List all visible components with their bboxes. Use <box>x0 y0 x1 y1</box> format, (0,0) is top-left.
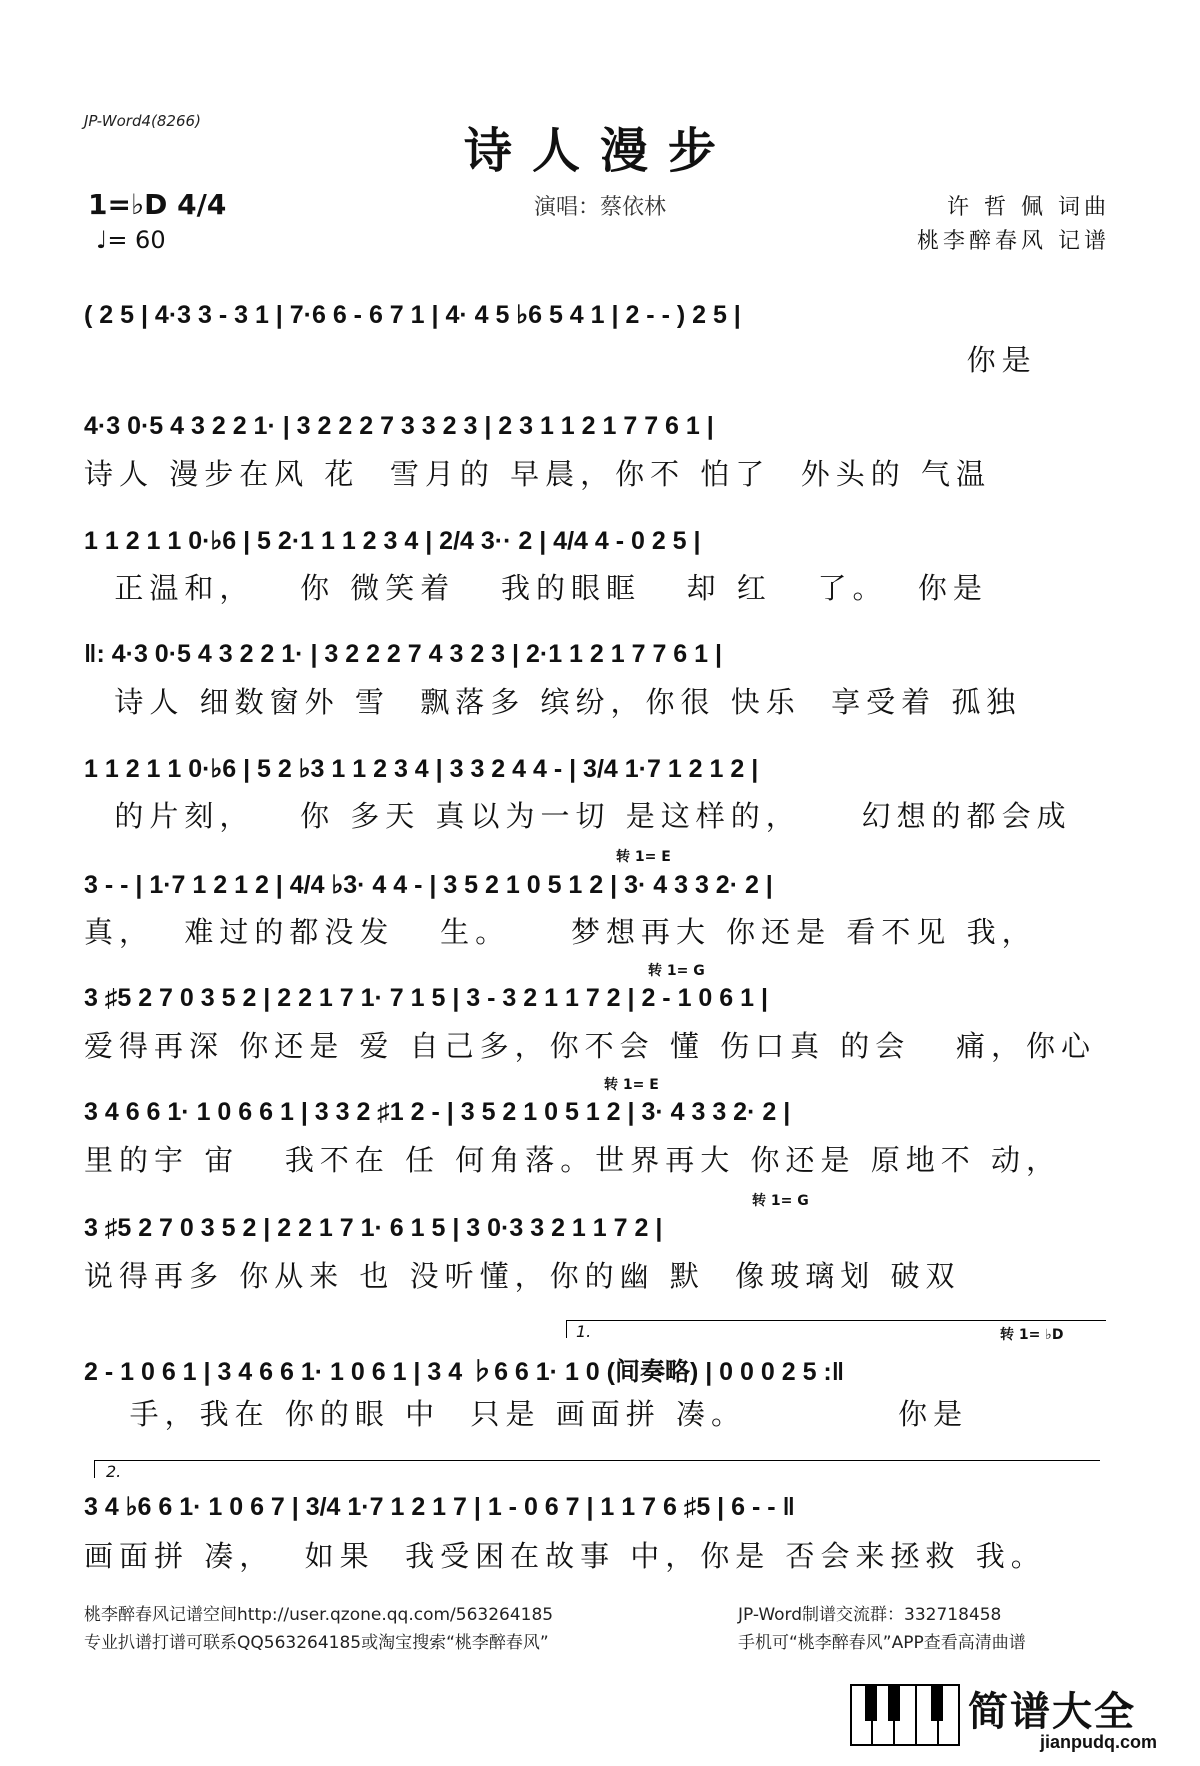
key-change-marking: 转 1= G <box>648 963 705 979</box>
lyric-line: 诗人 细数窗外 雪 飘落多 缤纷，你很 快乐 享受着 孤独 <box>84 685 1022 719</box>
key-change-marking: 转 1= E <box>616 849 671 865</box>
notation-line: 2 - 1 0 6 1 | 3 4 6 6 1· 1 0 6 1 | 3 4 ♭6 6 1· 1 0 (间奏略) | 0 0 0 2 5 :‖ <box>84 1358 845 1386</box>
logo-name: 简谱大全 <box>968 1689 1136 1735</box>
lyric-line: 说得再多 你从来 也 没听懂，你的幽 默 像玻璃划 破双 <box>84 1259 961 1293</box>
lyric-line: 手，我在 你的眼 中 只是 画面拼 凑。 你是 <box>84 1397 969 1431</box>
lyric-line: 画面拼 凑， 如果 我受困在故事 中，你是 否会来拯救 我。 <box>84 1539 1046 1573</box>
tempo-marking: ♩= 60 <box>96 226 166 254</box>
first-ending-bracket <box>566 1320 1106 1321</box>
notation-line: 3 - - | 1·7 1 2 1 2 | 4/4 ♭3· 4 4 - | 3 5 2 1 0 5 1 2 | 3· 4 3 3 2· 2 | <box>84 871 773 899</box>
notation-line: ( 2 5 | 4·3 3 - 3 1 | 7·6 6 - 6 7 1 | 4· 4 5 ♭6 5 4 1 | 2 - - ) 2 5 | <box>84 301 741 329</box>
notation-line: 1 1 2 1 1 0·♭6 | 5 2 ♭3 1 1 2 3 4 | 3 3 2 4 4 - | 3/4 1·7 1 2 1 2 | <box>84 755 759 783</box>
lyric-line: 真， 难过的都没发 生。 梦想再大 你还是 看不见 我， <box>84 915 1037 949</box>
key-change-marking: 转 1= ♭D <box>1000 1327 1064 1343</box>
site-logo <box>850 1678 1180 1758</box>
footer-group: JP-Word制谱交流群：332718458 <box>738 1605 1002 1625</box>
notation-line: 4·3 0·5 4 3 2 2 1· | 3 2 2 2 7 3 3 2 3 | 2 3 1 1 2 1 7 7 6 1 | <box>84 412 714 440</box>
lyric-line: 你是 <box>84 343 1037 377</box>
notation-line: 3 ♯5 2 7 0 3 5 2 | 2 2 1 7 1· 7 1 5 | 3 - 3 2 1 1 7 2 | 2 - 1 0 6 1 | <box>84 984 768 1012</box>
first-ending-label: 1. <box>576 1322 592 1341</box>
notation-line: 1 1 2 1 1 0·♭6 | 5 2·1 1 1 2 3 4 | 2/4 3·· 2 | 4/4 4 - 0 2 5 | <box>84 527 701 555</box>
lyric-line: 里的宇 宙 我不在 任 何角落。世界再大 你还是 原地不 动， <box>84 1143 1061 1177</box>
footer-contact: 专业扒谱打谱可联系QQ563264185或淘宝搜索“桃李醉春风” <box>84 1633 549 1653</box>
logo-url: jianpudq.com <box>1040 1732 1157 1752</box>
key-change-marking: 转 1= G <box>752 1193 809 1209</box>
key-change-marking: 转 1= E <box>604 1077 659 1093</box>
notation-line: 3 ♯5 2 7 0 3 5 2 | 2 2 1 7 1· 6 1 5 | 3 0·3 3 2 1 1 7 2 | <box>84 1214 663 1242</box>
first-ending-bracket-tick <box>566 1320 567 1338</box>
lyric-line: 爱得再深 你还是 爱 自己多，你不会 懂 伤口真 的会 痛，你心 <box>84 1029 1096 1063</box>
notation-line: 3 4 6 6 1· 1 0 6 6 1 | 3 3 2 ♯1 2 - | 3 5 2 1 0 5 1 2 | 3· 4 3 3 2· 2 | <box>84 1098 791 1126</box>
second-ending-label: 2. <box>106 1462 122 1481</box>
lyric-line: 正温和， 你 微笑着 我的眼眶 却 红 了。 你是 <box>84 571 988 605</box>
lyric-line: 的片刻， 你 多天 真以为一切 是这样的， 幻想的都会成 <box>84 799 1072 833</box>
key-signature: 1=♭D 4/4 <box>88 188 227 221</box>
singer-credit: 演唱：蔡依林 <box>533 195 666 220</box>
song-title: 诗人漫步 <box>463 123 736 179</box>
source-label: JP-Word4(8266) <box>84 112 201 130</box>
transcriber-credit: 桃李醉春风 记谱 <box>917 229 1110 254</box>
second-ending-bracket-tick <box>94 1460 95 1478</box>
second-ending-bracket <box>94 1460 1100 1461</box>
notation-line: ‖: 4·3 0·5 4 3 2 2 1· | 3 2 2 2 7 4 3 2 3 | 2·1 1 2 1 7 7 6 1 | <box>84 640 722 668</box>
notation-line: 3 4 ♭6 6 1· 1 0 6 7 | 3/4 1·7 1 2 1 7 | 1 - 0 6 7 | 1 1 7 6 ♯5 | 6 - - ‖ <box>84 1493 795 1521</box>
footer-website: 桃李醉春风记谱空间http://user.qzone.qq.com/563264185 <box>84 1605 554 1625</box>
footer-app: 手机可“桃李醉春风”APP查看高清曲谱 <box>738 1633 1026 1653</box>
lyrics-music-credit: 许 哲 佩 词曲 <box>947 195 1110 220</box>
lyric-line: 诗人 漫步在风 花 雪月的 早晨，你不 怕了 外头的 气温 <box>84 457 991 491</box>
piano-keys-icon <box>850 1684 960 1746</box>
